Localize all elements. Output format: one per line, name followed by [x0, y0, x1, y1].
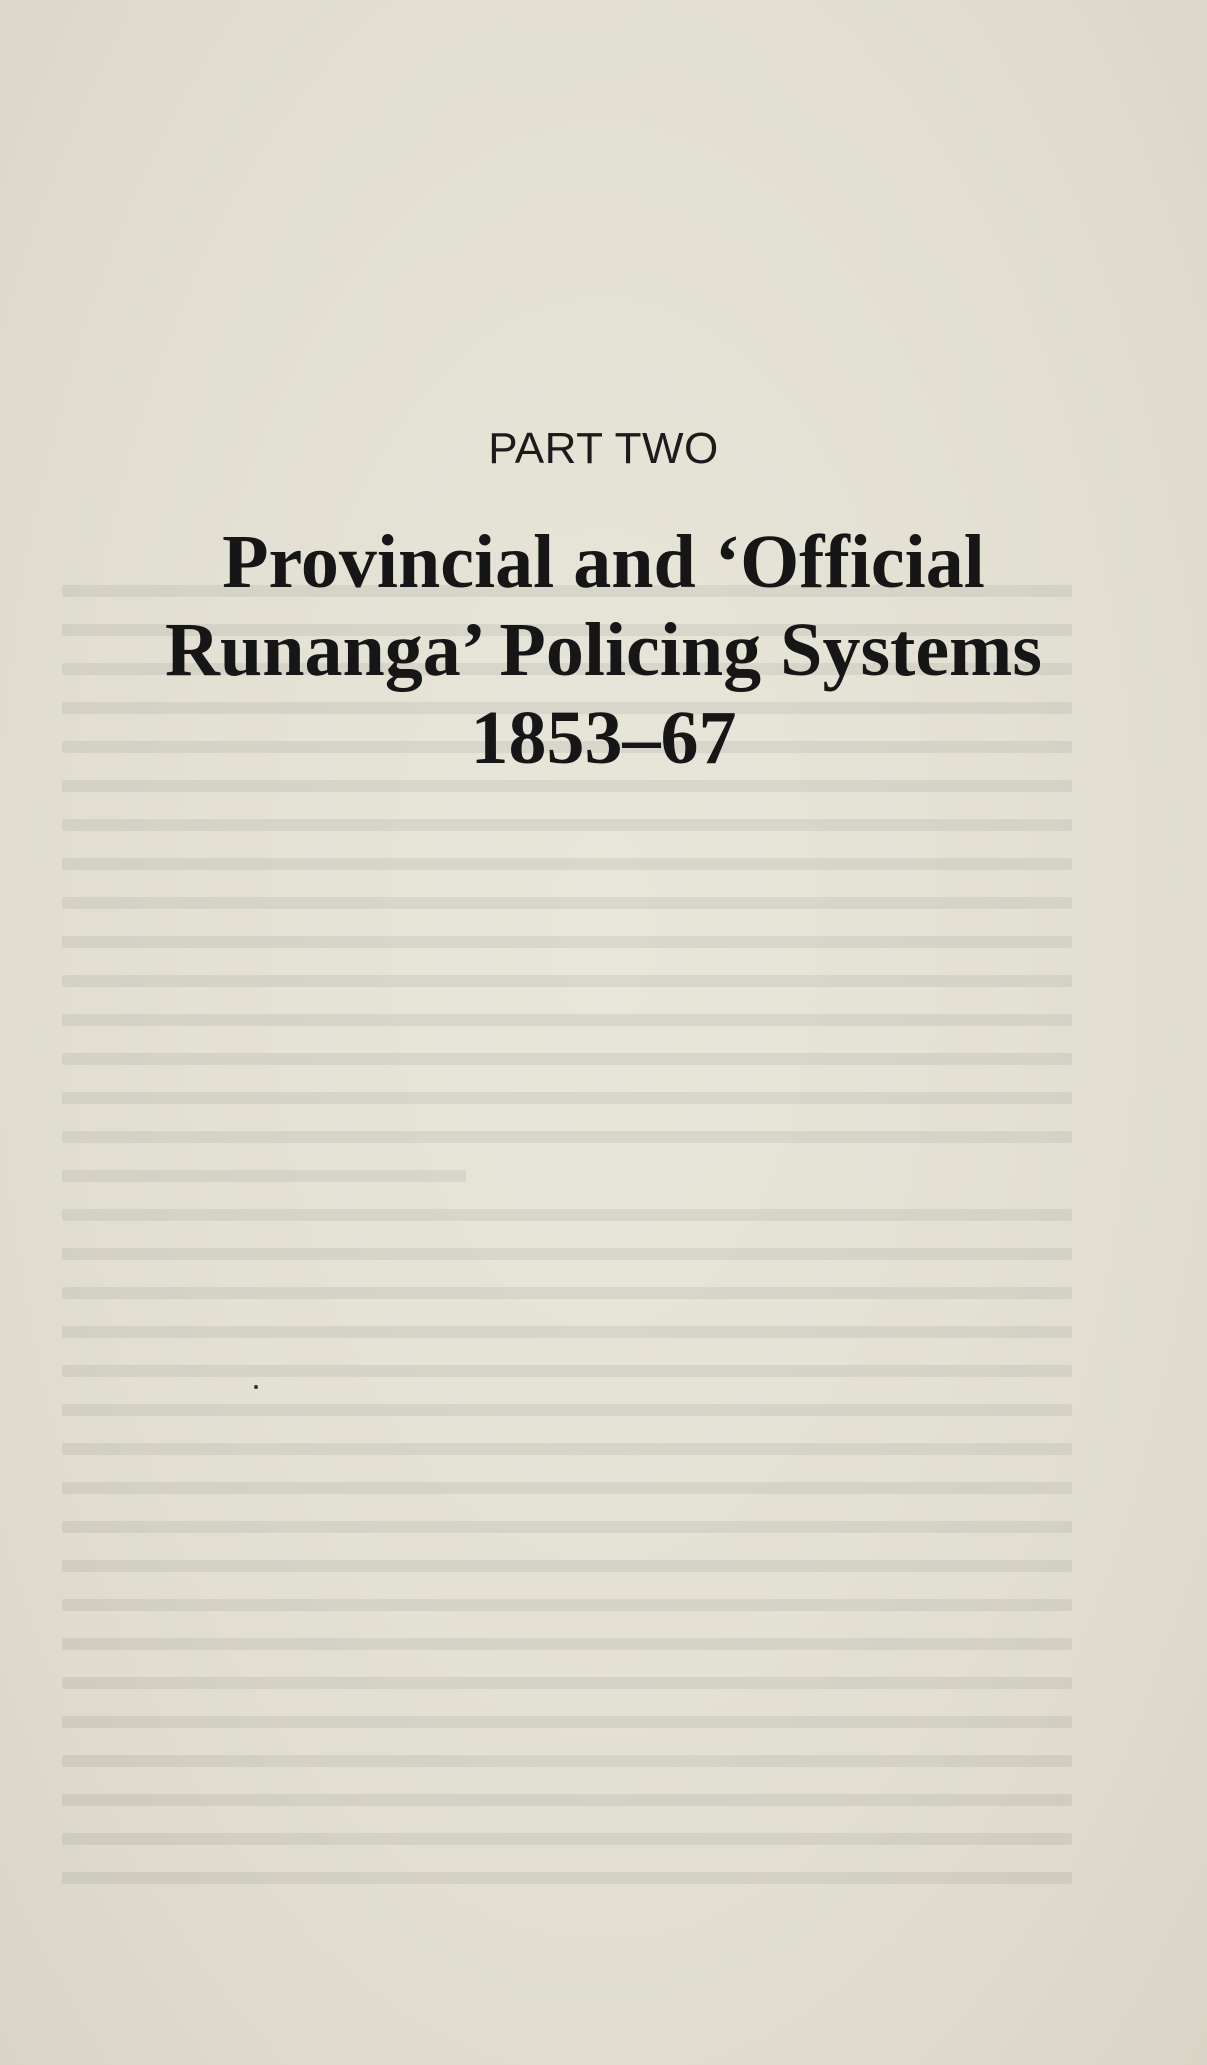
bleed-through-texture — [62, 585, 1072, 1915]
part-title-line-3: 1853–67 — [470, 696, 737, 780]
part-title — [40, 518, 1167, 782]
part-title-line-2: Runanga’ Policing Systems — [165, 608, 1042, 692]
part-title-line-1: Provincial and ‘Official — [222, 520, 985, 604]
part-label: PART TWO — [488, 424, 719, 473]
ink-speck — [254, 1385, 258, 1389]
